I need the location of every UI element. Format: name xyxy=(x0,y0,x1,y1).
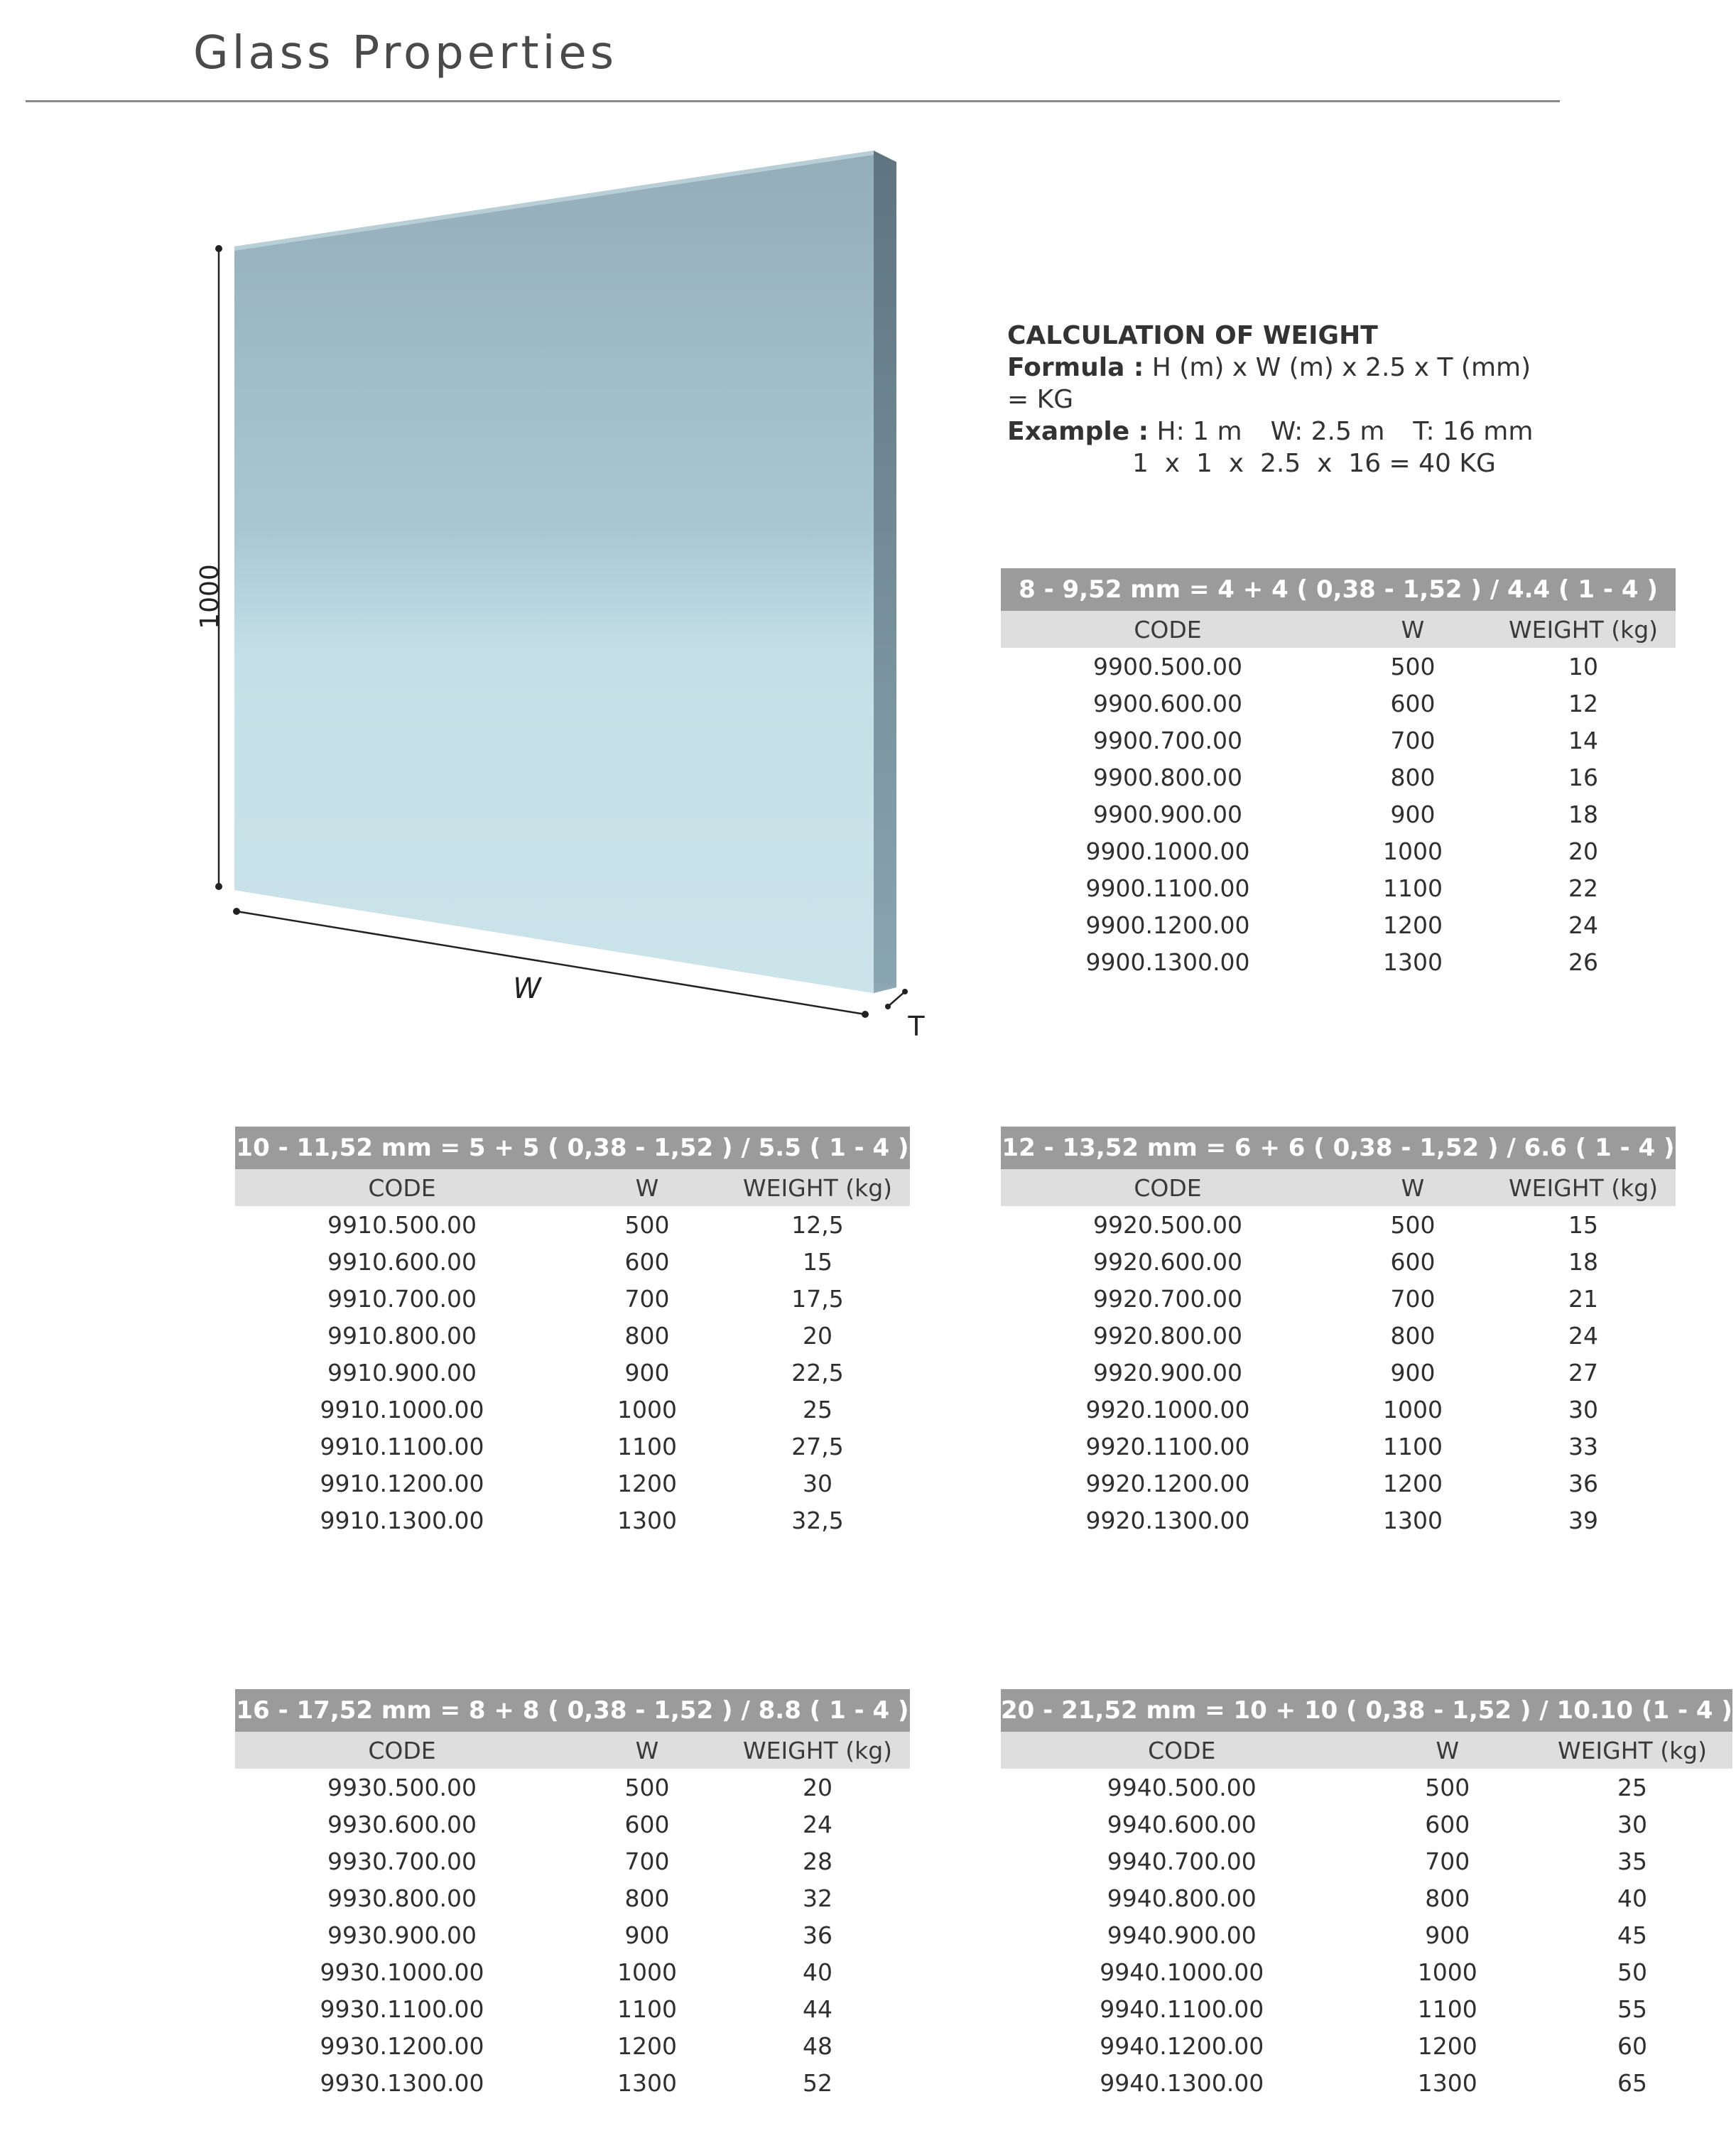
cell-w: 500 xyxy=(1390,1210,1436,1239)
table-row xyxy=(1001,759,1676,796)
cell-weight: 50 xyxy=(1617,1958,1647,1986)
cell-code: 9940.1300.00 xyxy=(1100,2068,1264,2097)
width-dimension-end xyxy=(862,1011,869,1018)
table-row xyxy=(235,1502,910,1539)
height-dimension-end xyxy=(215,245,222,252)
cell-weight: 25 xyxy=(1617,1773,1647,1801)
cell-w: 500 xyxy=(624,1210,670,1239)
cell-code: 9900.1200.00 xyxy=(1085,911,1250,939)
cell-w: 1200 xyxy=(617,1469,677,1497)
cell-w: 1300 xyxy=(1383,1506,1443,1534)
weight-table-8mm xyxy=(1001,568,1676,980)
cell-code: 9940.800.00 xyxy=(1107,1884,1257,1912)
cell-weight: 22,5 xyxy=(791,1358,844,1387)
cell-w: 1100 xyxy=(1383,874,1443,902)
cell-code: 9910.1100.00 xyxy=(320,1432,484,1460)
table-row xyxy=(1001,722,1676,759)
cell-weight: 60 xyxy=(1617,2032,1647,2060)
cell-weight: 24 xyxy=(1568,911,1598,939)
cell-weight: 45 xyxy=(1617,1921,1647,1949)
cell-weight: 27 xyxy=(1568,1358,1598,1387)
column-header-code: CODE xyxy=(1001,611,1335,648)
cell-w: 700 xyxy=(1390,1284,1436,1313)
height-dimension-label: 1000 xyxy=(195,564,224,629)
cell-code: 9910.900.00 xyxy=(327,1358,477,1387)
table-row xyxy=(235,1206,910,1243)
cell-w: 800 xyxy=(624,1321,670,1350)
table-title: 8 - 9,52 mm = 4 + 4 ( 0,38 - 1,52 ) / 4.4 ( 1 - 4 ) xyxy=(1001,568,1676,611)
column-header-weight: WEIGHT (kg) xyxy=(725,1169,910,1206)
column-header-code: CODE xyxy=(1001,1169,1335,1206)
cell-weight: 30 xyxy=(1568,1395,1598,1423)
cell-w: 500 xyxy=(1390,652,1436,680)
cell-w: 1200 xyxy=(1417,2032,1477,2060)
cell-code: 9920.1200.00 xyxy=(1085,1469,1250,1497)
cell-w: 900 xyxy=(1390,1358,1436,1387)
cell-w: 1100 xyxy=(1417,1995,1477,2023)
cell-weight: 21 xyxy=(1568,1284,1598,1313)
example-row xyxy=(1007,416,1533,448)
table-row xyxy=(1001,1990,1732,2027)
column-header-weight: WEIGHT (kg) xyxy=(725,1732,910,1769)
cell-w: 900 xyxy=(1390,800,1436,828)
example-height: H: 1 m xyxy=(1156,417,1242,446)
column-header-weight: WEIGHT (kg) xyxy=(1491,611,1676,648)
cell-code: 9910.700.00 xyxy=(327,1284,477,1313)
table-row xyxy=(235,1953,910,1990)
cell-w: 600 xyxy=(624,1810,670,1838)
table-row xyxy=(235,2027,910,2064)
weight-table-16mm xyxy=(235,1689,910,2101)
cell-weight: 17,5 xyxy=(791,1284,844,1313)
cell-w: 800 xyxy=(624,1884,670,1912)
cell-code: 9920.800.00 xyxy=(1093,1321,1242,1350)
cell-code: 9930.1200.00 xyxy=(320,2032,484,2060)
cell-weight: 25 xyxy=(803,1395,832,1423)
cell-w: 600 xyxy=(1390,689,1436,717)
table-row xyxy=(1001,648,1676,685)
table-row xyxy=(1001,685,1676,722)
cell-weight: 55 xyxy=(1617,1995,1647,2023)
cell-weight: 15 xyxy=(803,1247,832,1276)
cell-weight: 10 xyxy=(1568,652,1598,680)
cell-w: 900 xyxy=(624,1358,670,1387)
table-row xyxy=(235,1769,910,1806)
column-header-weight: WEIGHT (kg) xyxy=(1532,1732,1732,1769)
table-row xyxy=(1001,1391,1676,1428)
cell-w: 1000 xyxy=(1383,1395,1443,1423)
cell-weight: 20 xyxy=(803,1773,832,1801)
cell-code: 9930.900.00 xyxy=(327,1921,477,1949)
column-header-w: W xyxy=(1335,611,1491,648)
cell-weight: 24 xyxy=(803,1810,832,1838)
weight-calculation xyxy=(1007,320,1533,479)
cell-weight: 39 xyxy=(1568,1506,1598,1534)
cell-w: 1200 xyxy=(1383,911,1443,939)
cell-w: 1100 xyxy=(617,1995,677,2023)
cell-code: 9930.700.00 xyxy=(327,1847,477,1875)
cell-w: 700 xyxy=(1390,726,1436,754)
cell-weight: 32 xyxy=(803,1884,832,1912)
cell-w: 1300 xyxy=(1417,2068,1477,2097)
cell-code: 9920.1000.00 xyxy=(1085,1395,1250,1423)
cell-weight: 12 xyxy=(1568,689,1598,717)
cell-w: 800 xyxy=(1390,1321,1436,1350)
cell-w: 1300 xyxy=(617,2068,677,2097)
cell-weight: 30 xyxy=(1617,1810,1647,1838)
table-row xyxy=(235,1880,910,1916)
table-row xyxy=(1001,2064,1732,2101)
formula-label: Formula : xyxy=(1007,353,1144,382)
cell-code: 9910.600.00 xyxy=(327,1247,477,1276)
table-row xyxy=(235,1465,910,1502)
cell-code: 9940.1000.00 xyxy=(1100,1958,1264,1986)
table-title: 20 - 21,52 mm = 10 + 10 ( 0,38 - 1,52 ) / 10.10 (1 - 4 ) xyxy=(1001,1689,1732,1732)
column-header-w: W xyxy=(1335,1169,1491,1206)
cell-code: 9920.700.00 xyxy=(1093,1284,1242,1313)
cell-code: 9900.700.00 xyxy=(1093,726,1242,754)
cell-code: 9900.1100.00 xyxy=(1085,874,1250,902)
cell-w: 900 xyxy=(1425,1921,1470,1949)
cell-weight: 28 xyxy=(803,1847,832,1875)
title-divider xyxy=(26,100,1560,102)
cell-code: 9920.900.00 xyxy=(1093,1358,1242,1387)
cell-w: 1200 xyxy=(1383,1469,1443,1497)
table-row xyxy=(1001,1206,1676,1243)
table-row xyxy=(235,1354,910,1391)
table-row xyxy=(235,1916,910,1953)
cell-weight: 33 xyxy=(1568,1432,1598,1460)
table-row xyxy=(1001,2027,1732,2064)
table-row xyxy=(1001,1428,1676,1465)
cell-code: 9940.1100.00 xyxy=(1100,1995,1264,2023)
cell-w: 700 xyxy=(1425,1847,1470,1875)
cell-code: 9940.1200.00 xyxy=(1100,2032,1264,2060)
formula-text: H (m) x W (m) x 2.5 x T (mm) = KG xyxy=(1007,353,1531,414)
column-header-code: CODE xyxy=(1001,1732,1363,1769)
table-row xyxy=(1001,1317,1676,1354)
width-dimension-end xyxy=(233,908,240,915)
table-row xyxy=(235,1391,910,1428)
cell-code: 9900.1000.00 xyxy=(1085,837,1250,865)
cell-code: 9930.1100.00 xyxy=(320,1995,484,2023)
cell-weight: 18 xyxy=(1568,800,1598,828)
weight-table-20mm xyxy=(1001,1689,1732,2101)
cell-weight: 30 xyxy=(803,1469,832,1497)
cell-code: 9930.600.00 xyxy=(327,1810,477,1838)
cell-w: 1200 xyxy=(617,2032,677,2060)
cell-code: 9920.500.00 xyxy=(1093,1210,1242,1239)
cell-code: 9940.500.00 xyxy=(1107,1773,1257,1801)
table-row xyxy=(1001,1953,1732,1990)
glass-panel-figure xyxy=(178,142,959,1065)
thickness-dimension-label: T xyxy=(908,1011,925,1042)
table-row xyxy=(1001,1916,1732,1953)
cell-code: 9900.1300.00 xyxy=(1085,948,1250,976)
cell-code: 9910.800.00 xyxy=(327,1321,477,1350)
cell-w: 600 xyxy=(1390,1247,1436,1276)
cell-weight: 36 xyxy=(803,1921,832,1949)
table-row xyxy=(235,1990,910,2027)
cell-w: 1100 xyxy=(1383,1432,1443,1460)
table-row xyxy=(235,1806,910,1843)
cell-weight: 20 xyxy=(1568,837,1598,865)
cell-weight: 44 xyxy=(803,1995,832,2023)
cell-code: 9900.500.00 xyxy=(1093,652,1242,680)
glass-side-edge xyxy=(874,151,896,993)
column-header-code: CODE xyxy=(235,1169,569,1206)
cell-weight: 26 xyxy=(1568,948,1598,976)
table-row xyxy=(235,2064,910,2101)
column-header-w: W xyxy=(569,1169,725,1206)
cell-weight: 22 xyxy=(1568,874,1598,902)
cell-weight: 20 xyxy=(803,1321,832,1350)
cell-weight: 32,5 xyxy=(791,1506,844,1534)
cell-w: 600 xyxy=(624,1247,670,1276)
cell-w: 1300 xyxy=(617,1506,677,1534)
table-row xyxy=(1001,1243,1676,1280)
column-header-w: W xyxy=(569,1732,725,1769)
thickness-dimension-end xyxy=(902,989,908,994)
height-dimension-end xyxy=(215,883,222,890)
page-title: Glass Properties xyxy=(193,27,618,80)
cell-w: 900 xyxy=(624,1921,670,1949)
cell-code: 9900.900.00 xyxy=(1093,800,1242,828)
cell-weight: 24 xyxy=(1568,1321,1598,1350)
table-row xyxy=(1001,1280,1676,1317)
cell-weight: 48 xyxy=(803,2032,832,2060)
example-result: 1 x 1 x 2.5 x 16 = 40 KG xyxy=(1132,449,1496,478)
table-row xyxy=(235,1280,910,1317)
cell-w: 1000 xyxy=(617,1958,677,1986)
weight-table-12mm xyxy=(1001,1127,1676,1539)
width-dimension-label: W xyxy=(513,972,541,1005)
table-row xyxy=(1001,1880,1732,1916)
cell-weight: 15 xyxy=(1568,1210,1598,1239)
cell-weight: 36 xyxy=(1568,1469,1598,1497)
column-header-weight: WEIGHT (kg) xyxy=(1491,1169,1676,1206)
cell-weight: 18 xyxy=(1568,1247,1598,1276)
cell-code: 9940.700.00 xyxy=(1107,1847,1257,1875)
table-row xyxy=(235,1428,910,1465)
cell-code: 9910.1000.00 xyxy=(320,1395,484,1423)
column-header-code: CODE xyxy=(235,1732,569,1769)
cell-w: 600 xyxy=(1425,1810,1470,1838)
glass-front-face xyxy=(234,151,874,993)
cell-w: 1000 xyxy=(1383,837,1443,865)
table-title: 12 - 13,52 mm = 6 + 6 ( 0,38 - 1,52 ) / 6.6 ( 1 - 4 ) xyxy=(1001,1127,1676,1169)
column-header-w: W xyxy=(1363,1732,1533,1769)
cell-w: 800 xyxy=(1425,1884,1470,1912)
table-row xyxy=(1001,832,1676,869)
table-row xyxy=(1001,1769,1732,1806)
cell-code: 9900.800.00 xyxy=(1093,763,1242,791)
table-row xyxy=(1001,1806,1732,1843)
table-row xyxy=(1001,1843,1732,1880)
cell-weight: 16 xyxy=(1568,763,1598,791)
cell-code: 9910.1200.00 xyxy=(320,1469,484,1497)
table-row xyxy=(1001,869,1676,906)
calculation-heading: CALCULATION OF WEIGHT xyxy=(1007,321,1378,350)
table-row xyxy=(235,1843,910,1880)
cell-code: 9920.1300.00 xyxy=(1085,1506,1250,1534)
example-label: Example : xyxy=(1007,417,1149,446)
cell-code: 9900.600.00 xyxy=(1093,689,1242,717)
cell-code: 9930.1000.00 xyxy=(320,1958,484,1986)
cell-weight: 40 xyxy=(1617,1884,1647,1912)
table-row xyxy=(1001,906,1676,943)
cell-w: 500 xyxy=(1425,1773,1470,1801)
thickness-dimension-end xyxy=(885,1004,891,1009)
cell-weight: 12,5 xyxy=(791,1210,844,1239)
cell-weight: 65 xyxy=(1617,2068,1647,2097)
cell-weight: 35 xyxy=(1617,1847,1647,1875)
cell-weight: 27,5 xyxy=(791,1432,844,1460)
cell-w: 1300 xyxy=(1383,948,1443,976)
table-row xyxy=(1001,1465,1676,1502)
example-thickness: T: 16 mm xyxy=(1413,417,1534,446)
thickness-dimension-line xyxy=(888,992,905,1007)
table-row xyxy=(1001,796,1676,832)
cell-code: 9940.900.00 xyxy=(1107,1921,1257,1949)
table-title: 16 - 17,52 mm = 8 + 8 ( 0,38 - 1,52 ) / 8.8 ( 1 - 4 ) xyxy=(235,1689,910,1732)
cell-w: 1100 xyxy=(617,1432,677,1460)
table-row xyxy=(1001,943,1676,980)
table-row xyxy=(1001,1354,1676,1391)
cell-code: 9930.800.00 xyxy=(327,1884,477,1912)
cell-code: 9940.600.00 xyxy=(1107,1810,1257,1838)
cell-weight: 52 xyxy=(803,2068,832,2097)
cell-code: 9910.500.00 xyxy=(327,1210,477,1239)
example-width: W: 2.5 m xyxy=(1270,417,1385,446)
cell-code: 9930.500.00 xyxy=(327,1773,477,1801)
cell-w: 800 xyxy=(1390,763,1436,791)
cell-weight: 40 xyxy=(803,1958,832,1986)
cell-w: 1000 xyxy=(617,1395,677,1423)
cell-weight: 14 xyxy=(1568,726,1598,754)
cell-code: 9930.1300.00 xyxy=(320,2068,484,2097)
cell-code: 9910.1300.00 xyxy=(320,1506,484,1534)
glass-panel-illustration xyxy=(178,142,959,1065)
cell-w: 1000 xyxy=(1417,1958,1477,1986)
table-row xyxy=(235,1243,910,1280)
cell-code: 9920.1100.00 xyxy=(1085,1432,1250,1460)
cell-w: 500 xyxy=(624,1773,670,1801)
cell-w: 700 xyxy=(624,1847,670,1875)
table-row xyxy=(235,1317,910,1354)
weight-table-10mm xyxy=(235,1127,910,1539)
table-title: 10 - 11,52 mm = 5 + 5 ( 0,38 - 1,52 ) / 5.5 ( 1 - 4 ) xyxy=(235,1127,910,1169)
cell-code: 9920.600.00 xyxy=(1093,1247,1242,1276)
table-row xyxy=(1001,1502,1676,1539)
cell-w: 700 xyxy=(624,1284,670,1313)
formula-row xyxy=(1007,352,1533,416)
